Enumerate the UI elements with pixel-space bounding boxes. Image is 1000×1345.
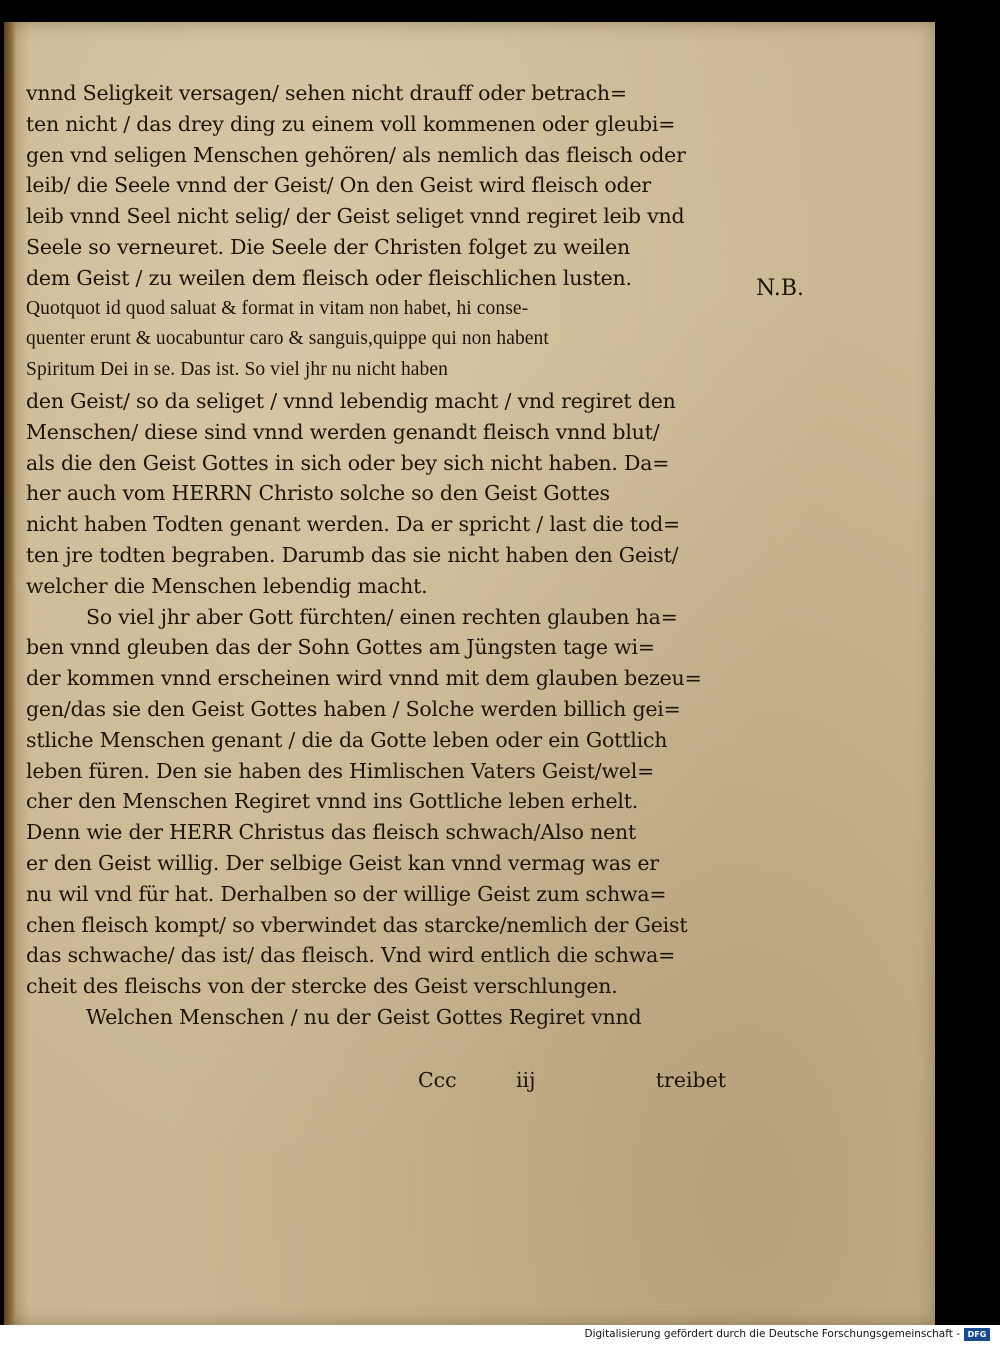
signature-number: iij: [516, 1068, 536, 1092]
text-line: ben vnnd gleuben das der Sohn Gottes am Jüngsten tage wi=: [26, 635, 655, 660]
footer-bar: [0, 1325, 1000, 1345]
text-line: den Geist/ so da seliget / vnnd lebendig macht / vnd regiret den: [26, 388, 676, 413]
text-line: nu wil vnd für hat. Derhalben so der willige Geist zum schwa=: [26, 881, 667, 906]
signature-mark: Ccc: [418, 1068, 457, 1092]
text-line: nicht haben Todten genant werden. Da er spricht / last die tod=: [26, 512, 680, 537]
text-line: leben füren. Den sie haben des Himlischen Vaters Geist/wel=: [26, 758, 655, 783]
text-line: Seele so verneuret. Die Seele der Christen folget zu weilen: [26, 234, 631, 259]
text-line: her auch vom HERRN Christo solche so den Geist Gottes: [26, 481, 610, 506]
text-line: welcher die Menschen lebendig macht.: [26, 573, 428, 598]
catchword: treibet: [655, 1068, 726, 1092]
text-line: Menschen/ diese sind vnnd werden genandt fleisch vnnd blut/: [26, 419, 660, 444]
text-line: vnnd Seligkeit versagen/ sehen nicht drauff oder betrach=: [26, 81, 627, 105]
text-line: Welchen Menschen / nu der Geist Gottes Regiret vnnd: [86, 1004, 642, 1029]
text-line: stliche Menschen genant / die da Gotte leben oder ein Gottlich: [26, 727, 668, 752]
text-line: cher den Menschen Regiret vnnd ins Gottliche leben erhelt.: [26, 789, 639, 814]
text-line: Quotquot id quod saluat & format in vitam non habet, hi conse-: [26, 297, 529, 319]
text-line: quenter erunt & uocabuntur caro & sanguis,quippe qui non habent: [26, 328, 549, 350]
text-line: chen fleisch kompt/ so vberwindet das starcke/nemlich der Geist: [26, 912, 688, 937]
text-line: er den Geist willig. Der selbige Geist kan vnnd vermag was er: [26, 850, 659, 875]
dfg-logo-icon: DFG: [964, 1328, 990, 1341]
text-line: als die den Geist Gottes in sich oder bey sich nicht haben. Da=: [26, 450, 670, 475]
margin-note: N.B.: [756, 276, 804, 301]
text-line: leib/ die Seele vnnd der Geist/ On den Geist wird fleisch oder: [26, 173, 652, 198]
page-text-block: [26, 78, 726, 1033]
text-line: der kommen vnnd erscheinen wird vnnd mit dem glauben bezeu=: [26, 666, 702, 691]
text-line: Denn wie der HERR Christus das fleisch schwach/Also nent: [26, 820, 637, 845]
text-line: gen/das sie den Geist Gottes haben / Solche werden billich gei=: [26, 696, 681, 721]
text-line: Spiritum Dei in se. Das ist. So viel jhr nu nicht haben: [26, 359, 448, 381]
text-line: ten nicht / das drey ding zu einem voll kommenen oder gleubi=: [26, 111, 676, 136]
funding-credit: Digitalisierung gefördert durch die Deutsche Forschungsgemeinschaft -: [584, 1328, 960, 1340]
text-line: gen vnd seligen Menschen gehören/ als nemlich das fleisch oder: [26, 142, 686, 167]
text-line: ten jre todten begraben. Darumb das sie nicht haben den Geist/: [26, 542, 679, 567]
text-line: So viel jhr aber Gott fürchten/ einen rechten glauben ha=: [86, 604, 678, 629]
text-line: dem Geist / zu weilen dem fleisch oder fleischlichen lusten.: [26, 265, 632, 290]
page-gutter-shadow: [4, 22, 16, 1325]
page-footer-line: [26, 1068, 726, 1099]
text-line: cheit des fleischs von der stercke des Geist verschlungen.: [26, 974, 618, 999]
text-line: leib vnnd Seel nicht selig/ der Geist seliget vnnd regiret leib vnd: [26, 204, 685, 229]
text-line: das schwache/ das ist/ das fleisch. Vnd wird entlich die schwa=: [26, 943, 676, 968]
